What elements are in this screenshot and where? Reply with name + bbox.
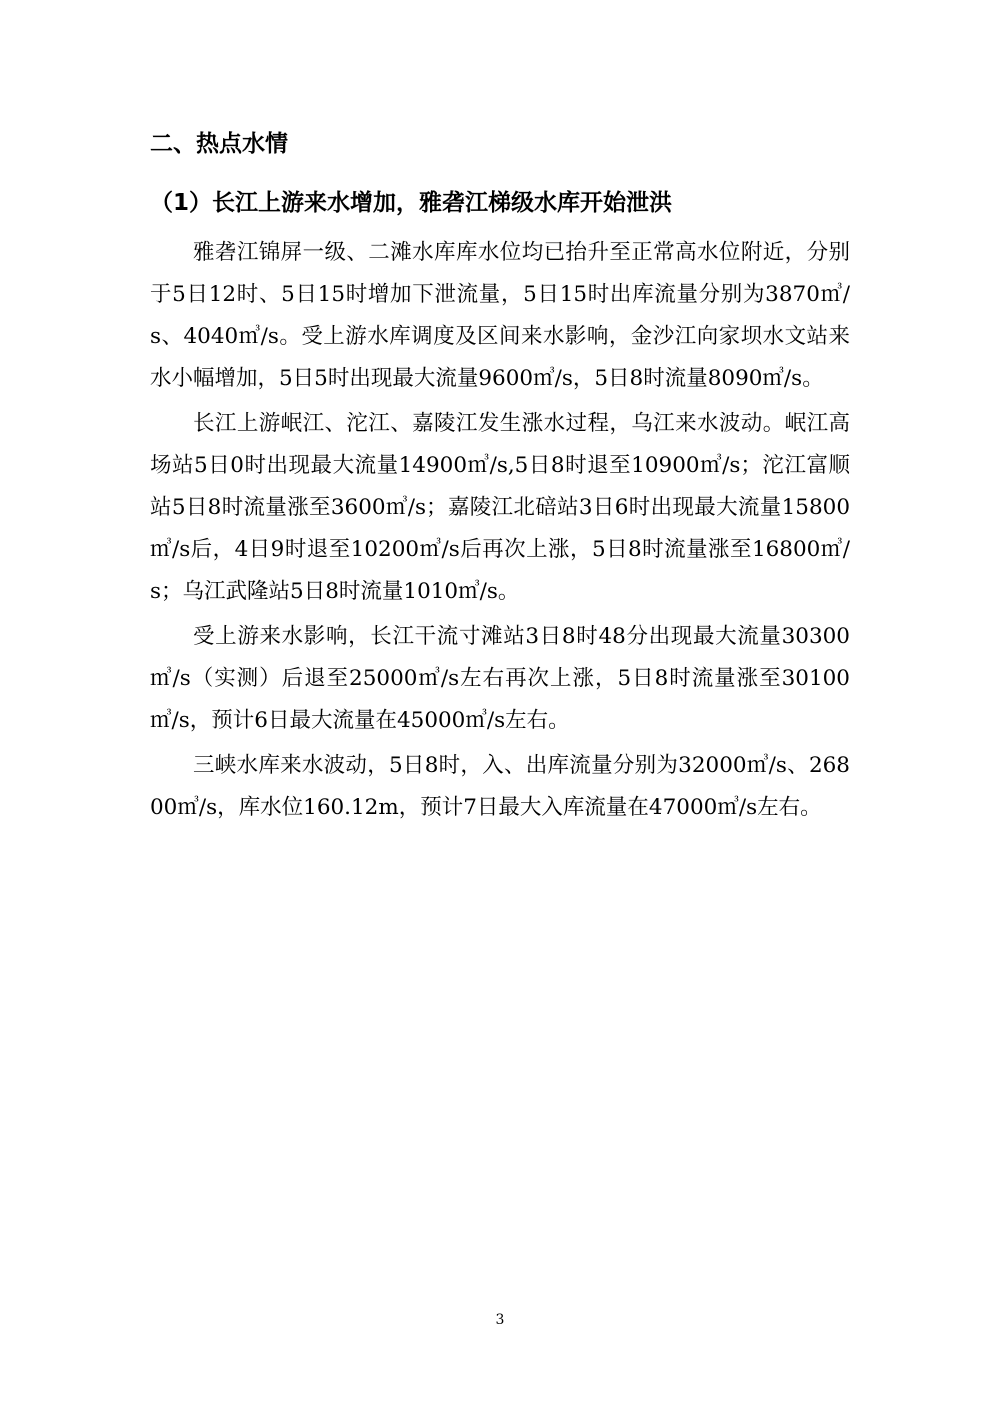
section-heading: 二、热点水情 [150,131,288,157]
paragraph-yalong-river: 雅砻江锦屏一级、二滩水库库水位均已抬升至正常高水位附近，分别于5日12时、5日15时增加下泄流量，5日15时出库流量分别为3870㎥/s、4040㎥/s。受上游水库调度及区间来水影响，金沙江向家坝水文站来水小幅增加，5日5时出现最大流量9600㎥/s，5日8时流量8090㎥/s。 [150,240,850,391]
sub-heading: （1）长江上游来水增加，雅砻江梯级水库开始泄洪 [150,190,673,216]
page-number: 3 [495,1312,505,1328]
paragraph-upper-yangtze-tributaries: 长江上游岷江、沱江、嘉陵江发生涨水过程，乌江来水波动。岷江高场站5日0时出现最大流量14900㎥/s,5日8时退至10900㎥/s；沱江富顺站5日8时流量涨至3600㎥/s；嘉陵江北碚站3日6时出现最大流量15800㎥/s后，4日9时退至10200㎥/s后再次上涨，5日8时流量涨至16800㎥/s；乌江武隆站5日8时流量1010㎥/s。 [150,411,850,604]
paragraph-three-gorges: 三峡水库来水波动，5日8时，入、出库流量分别为32000㎥/s、26800㎥/s，库水位160.12m，预计7日最大入库流量在47000㎥/s左右。 [150,753,850,820]
body-text [150,232,850,832]
paragraph-cuntan-station: 受上游来水影响，长江干流寸滩站3日8时48分出现最大流量30300㎥/s（实测）后退至25000㎥/s左右再次上涨，5日8时流量涨至30100㎥/s，预计6日最大流量在45000㎥/s左右。 [150,624,850,733]
